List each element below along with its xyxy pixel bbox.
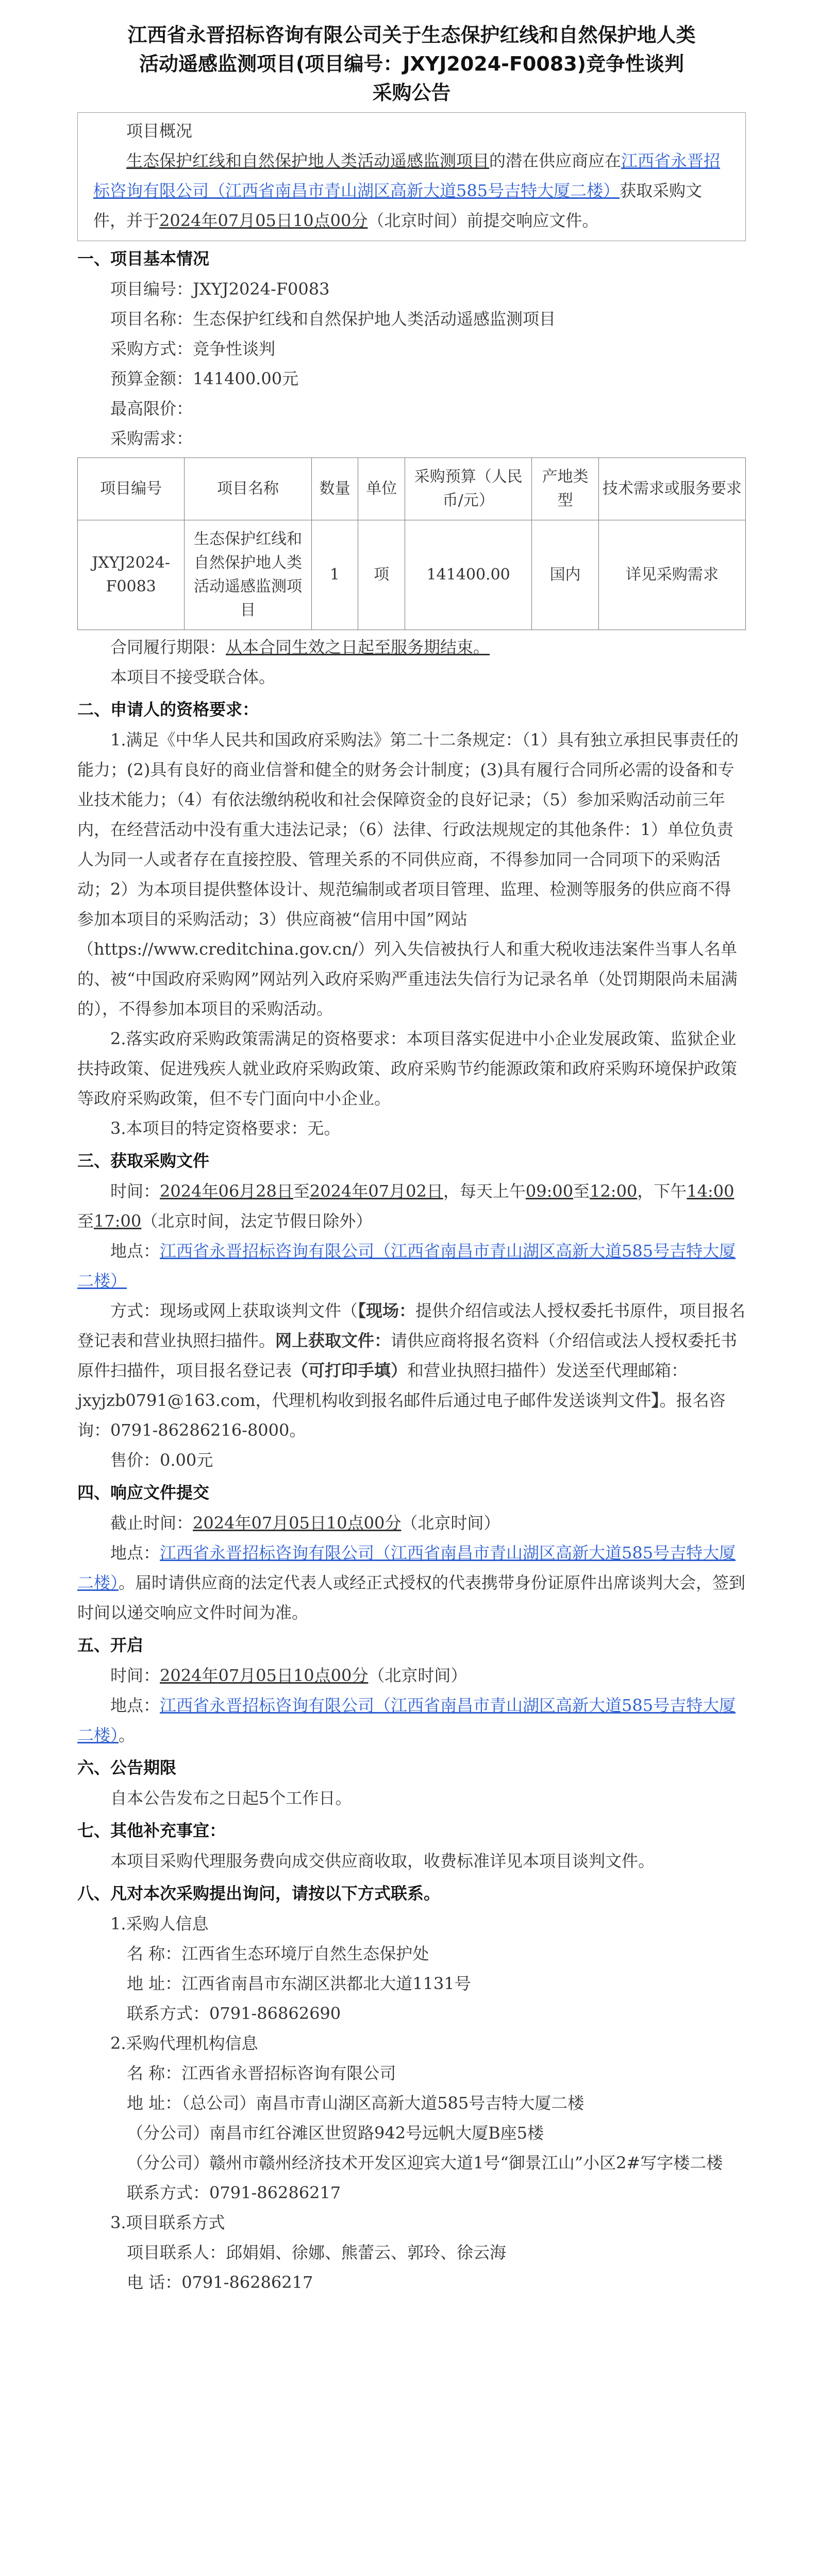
project-name-label: 项目名称： <box>110 309 193 329</box>
submit-deadline-tail: （北京时间） <box>401 1513 500 1533</box>
contact-person-label: 项目联系人： <box>127 2243 226 2262</box>
obtain-time-tail: （北京时间，法定节假日除外） <box>141 1211 373 1231</box>
project-code-label: 项目编号： <box>110 279 193 299</box>
table-header-cell: 项目名称 <box>185 458 311 520</box>
price-value: 0.00元 <box>160 1450 213 1470</box>
section-1-heading: 一、项目基本情况 <box>77 249 210 268</box>
open-time-row <box>77 1660 746 1690</box>
buyer-tel-label: 联系方式： <box>127 2004 210 2023</box>
submit-deadline-label: 截止时间： <box>110 1513 193 1533</box>
obtain-daily: ，每天上午 <box>443 1181 526 1201</box>
agent-name-row <box>77 2058 746 2088</box>
buyer-info-heading: 1.采购人信息 <box>110 1914 209 1934</box>
obtain-way-email-text: 和营业执照扫描件）发送至代理邮箱：jxyjzb0791@163.com，代理机构收到报名邮件后通过电子邮件发送谈判文件 <box>77 1361 688 1410</box>
obtain-to-3: 至 <box>77 1211 94 1231</box>
section-4-heading: 四、响应文件提交 <box>77 1483 210 1502</box>
agent-address-1: （总公司）南昌市青山湖区高新大道585号吉特大厦二楼 <box>181 2093 585 2113</box>
buyer-tel-value: 0791-86862690 <box>209 2004 341 2023</box>
table-header-cell: 采购预算（人民币/元） <box>405 458 532 520</box>
buyer-name-label: 名 称： <box>127 1944 182 1963</box>
project-contact-heading: 3.项目联系方式 <box>110 2213 225 2232</box>
section-8-heading: 八、凡对本次采购提出询问，请按以下方式联系。 <box>77 1884 441 1903</box>
buyer-address-row <box>77 1969 746 1998</box>
table-cell: 生态保护红线和自然保护地人类活动遥感监测项目 <box>185 520 311 630</box>
buyer-name-row <box>77 1939 746 1969</box>
obtain-pm: ，下午 <box>637 1181 687 1201</box>
qualification-paragraph-2: 2.落实政府采购政策需满足的资格要求：本项目落实促进中小企业发展政策、监狱企业扶持政策、促进残疾人就业政府采购政策、政府采购节约能源政策和政府采购环境保护政策等政府采购政策，但不专门面向中小企业。 <box>77 1029 738 1108</box>
obtain-end-date: 2024年07月02日 <box>309 1181 443 1201</box>
table-cell: 1 <box>311 520 358 630</box>
overview-deadline: 2024年07月05日10点00分 <box>159 211 368 230</box>
table-header-cell: 技术需求或服务要求 <box>598 458 745 520</box>
budget-value: 141400.00元 <box>193 369 299 388</box>
table-header-cell: 项目编号 <box>78 458 185 520</box>
title-line-2: 活动遥感监测项目(项目编号：JXYJ2024-F0083)竞争性谈判 <box>139 53 685 75</box>
budget-label: 预算金额： <box>110 369 193 388</box>
contact-person-value: 邱娟娟、徐娜、熊蕾云、郭玲、徐云海 <box>226 2243 507 2262</box>
obtain-time-label: 时间： <box>110 1181 160 1201</box>
obtain-way-label: 方式： <box>110 1301 160 1320</box>
contract-period-label: 合同履行期限： <box>110 637 226 657</box>
agent-address-row <box>77 2088 746 2118</box>
project-overview-box <box>77 112 746 241</box>
open-place-tail: 。 <box>119 1725 136 1745</box>
purchase-need-label: 采购需求： <box>110 429 193 448</box>
table-cell: 项 <box>358 520 405 630</box>
section-6-heading: 六、公告期限 <box>77 1758 177 1777</box>
table-row <box>78 520 746 630</box>
section-3-heading: 三、获取采购文件 <box>77 1151 210 1171</box>
buyer-address-value: 江西省南昌市东湖区洪都北大道1131号 <box>181 1974 471 1993</box>
consortium-note: 本项目不接受联合体。 <box>110 667 276 687</box>
obtain-to: 至 <box>293 1181 310 1201</box>
agent-tel-value: 0791-86286217 <box>209 2183 341 2202</box>
buyer-name-value: 江西省生态环境厅自然生态保护处 <box>181 1944 429 1963</box>
morning-end: 12:00 <box>590 1181 638 1201</box>
agent-name-value: 江西省永晋招标咨询有限公司 <box>181 2063 396 2083</box>
overview-heading: 项目概况 <box>126 121 193 141</box>
obtain-way-bracket: 】 <box>651 1391 660 1410</box>
purchase-need-row <box>77 423 746 453</box>
qualification-paragraph-1: 1.满足《中华人民共和国政府采购法》第二十二条规定：（1）具有独立承担民事责任的能力；(2)具有良好的商业信誉和健全的财务会计制度；(3)具有履行合同所必需的设备和专业技术能力；（4）有依法缴纳税收和社会保障资金的良好记录；（5）参加采购活动前三年内，在经营活动中没有重大违法记录；（6）法律、行政法规规定的其他条件：1）单位负责人为同一人或者存在直接控股、管理关系的不同供应商，不得参加同一合同项下的采购活动；2）为本项目提供整体设计、规范编制或者项目管理、监理、检测等服务的供应商不得参加本项目的采购活动；3）供应商被“信用中国”网站（https://www.creditchina.gov.cn/）列入失信被执行人和重大税收违法案件当事人名单的、被“中国政府采购网”网站列入政府采购严重违法失信行为记录名单（处罚期限尚未届满的），不得参加本项目的采购活动。 <box>77 730 739 1019</box>
max-price-row <box>77 394 746 423</box>
overview-project-name: 生态保护红线和自然保护地人类活动遥感监测项目 <box>126 151 490 171</box>
project-code-row <box>77 274 746 304</box>
obtain-way-row <box>77 1296 746 1445</box>
obtain-to-2: 至 <box>573 1181 590 1201</box>
morning-start: 09:00 <box>525 1181 574 1201</box>
open-place-row <box>77 1690 746 1750</box>
table-cell: 141400.00 <box>405 520 532 630</box>
obtain-place-link[interactable]: 江西省永晋招标咨询有限公司（江西省南昌市青山湖区高新大道585号吉特大厦二楼） <box>77 1241 736 1291</box>
contact-tel-value: 0791-86286217 <box>181 2273 313 2292</box>
agent-address-label: 地 址： <box>127 2093 182 2113</box>
buyer-address-label: 地 址： <box>127 1974 182 1993</box>
agent-address-row-3 <box>77 2148 746 2178</box>
obtain-place-label: 地点： <box>110 1241 160 1261</box>
open-time-tail: （北京时间） <box>368 1666 468 1685</box>
project-name-row <box>77 304 746 334</box>
obtain-way-onsite-label: 【现场： <box>358 1301 416 1320</box>
agent-address-row-2 <box>77 2118 746 2148</box>
qualification-paragraph-3: 3.本项目的特定资格要求：无。 <box>110 1118 341 1138</box>
agent-name-label: 名 称： <box>127 2063 182 2083</box>
max-price-label: 最高限价： <box>110 399 193 418</box>
overview-text-d: 获取采购文件，并于 <box>93 181 703 230</box>
table-header-cell: 产地类型 <box>532 458 599 520</box>
afternoon-end: 17:00 <box>94 1211 142 1231</box>
overview-text <box>93 146 735 235</box>
budget-row <box>77 364 746 394</box>
contact-person-row <box>77 2238 746 2267</box>
table-cell: 国内 <box>532 520 599 630</box>
contact-tel-row <box>77 2267 746 2297</box>
obtain-way-online-label: 网上获取文件： <box>275 1331 391 1350</box>
agent-tel-label: 联系方式： <box>127 2183 210 2202</box>
overview-address-link[interactable]: 江西省永晋招标咨询有限公司（江西省南昌市青山湖区高新大道585号吉特大厦二楼） <box>93 151 721 200</box>
section-2-heading: 二、申请人的资格要求： <box>77 700 259 719</box>
price-row <box>77 1445 746 1475</box>
afternoon-start: 14:00 <box>687 1181 734 1201</box>
section-5-heading: 五、开启 <box>77 1635 144 1655</box>
open-place-link[interactable]: 江西省永晋招标咨询有限公司（江西省南昌市青山湖区高新大道585号吉特大厦二楼） <box>77 1696 736 1745</box>
submit-deadline-row <box>77 1508 746 1538</box>
open-time-value: 2024年07月05日10点00分 <box>160 1666 369 1685</box>
obtain-way-consult: 。报名咨询：0791-86286216-8000。 <box>77 1391 726 1440</box>
title-line-1: 江西省永晋招标咨询有限公司关于生态保护红线和自然保护地人类 <box>127 24 696 46</box>
contract-period-value: 从本合同生效之日起至服务期结束。 <box>226 637 490 657</box>
title-line-3: 采购公告 <box>372 81 451 104</box>
table-header-cell: 单位 <box>358 458 405 520</box>
page-title <box>77 21 746 107</box>
notice-period-text: 自本公告发布之日起5个工作日。 <box>110 1788 352 1808</box>
project-name-value: 生态保护红线和自然保护地人类活动遥感监测项目 <box>193 309 556 329</box>
obtain-way-onsite-text: 提供介绍信或法人授权委托书原件，项目报名登记表和营业执照扫描件。 <box>77 1301 746 1350</box>
agent-info-heading: 2.采购代理机构信息 <box>110 2033 258 2053</box>
purchase-method-value: 竞争性谈判 <box>193 339 276 359</box>
submit-place-tail: 。届时请供应商的法定代表人或经正式授权的代表携带身份证原件出席谈判大会，签到时间以递交响应文件时间为准。 <box>77 1573 746 1622</box>
table-header-cell: 数量 <box>311 458 358 520</box>
table-cell: JXYJ2024-F0083 <box>78 520 185 630</box>
agent-tel-row <box>77 2178 746 2208</box>
submit-place-link[interactable]: 江西省永晋招标咨询有限公司（江西省南昌市青山湖区高新大道585号吉特大厦二楼） <box>77 1543 736 1592</box>
obtain-place-row <box>77 1236 746 1296</box>
submit-deadline-value: 2024年07月05日10点00分 <box>193 1513 402 1533</box>
overview-text-f: （北京时间）前提交响应文件。 <box>368 211 599 230</box>
buyer-tel-row <box>77 1998 746 2028</box>
submit-place-label: 地点： <box>110 1543 160 1563</box>
agent-address-3: （分公司）赣州市赣州经济技术开发区迎宾大道1号“御景江山”小区2#写字楼二楼 <box>127 2153 723 2173</box>
other-matters-text: 本项目采购代理服务费向成交供应商收取，收费标准详见本项目谈判文件。 <box>110 1851 655 1871</box>
obtain-way-handwrite: （可打印手填） <box>292 1361 408 1380</box>
agent-address-2: （分公司）南昌市红谷滩区世贸路942号远帆大厦B座5楼 <box>127 2123 544 2143</box>
price-label: 售价： <box>110 1450 160 1470</box>
section-7-heading: 七、其他补充事宜： <box>77 1821 226 1840</box>
table-header-row <box>78 458 746 520</box>
purchase-method-row <box>77 334 746 364</box>
overview-text-b: 的潜在供应商应在 <box>489 151 622 171</box>
open-place-label: 地点： <box>110 1696 160 1715</box>
obtain-way-a: 现场或网上获取谈判文件（ <box>160 1301 358 1320</box>
contact-tel-label: 电 话： <box>127 2273 182 2292</box>
requirements-table <box>77 457 746 630</box>
table-cell: 详见采购需求 <box>598 520 745 630</box>
contract-period-row <box>77 632 746 662</box>
obtain-time-row <box>77 1176 746 1236</box>
submit-place-row <box>77 1538 746 1628</box>
project-code-value: JXYJ2024-F0083 <box>193 279 330 299</box>
obtain-way-online-text: 请供应商将报名资料（介绍信或法人授权委托书原件扫描件，项目报名登记表 <box>77 1331 738 1380</box>
purchase-method-label: 采购方式： <box>110 339 193 359</box>
obtain-start-date: 2024年06月28日 <box>160 1181 293 1201</box>
open-time-label: 时间： <box>110 1666 160 1685</box>
